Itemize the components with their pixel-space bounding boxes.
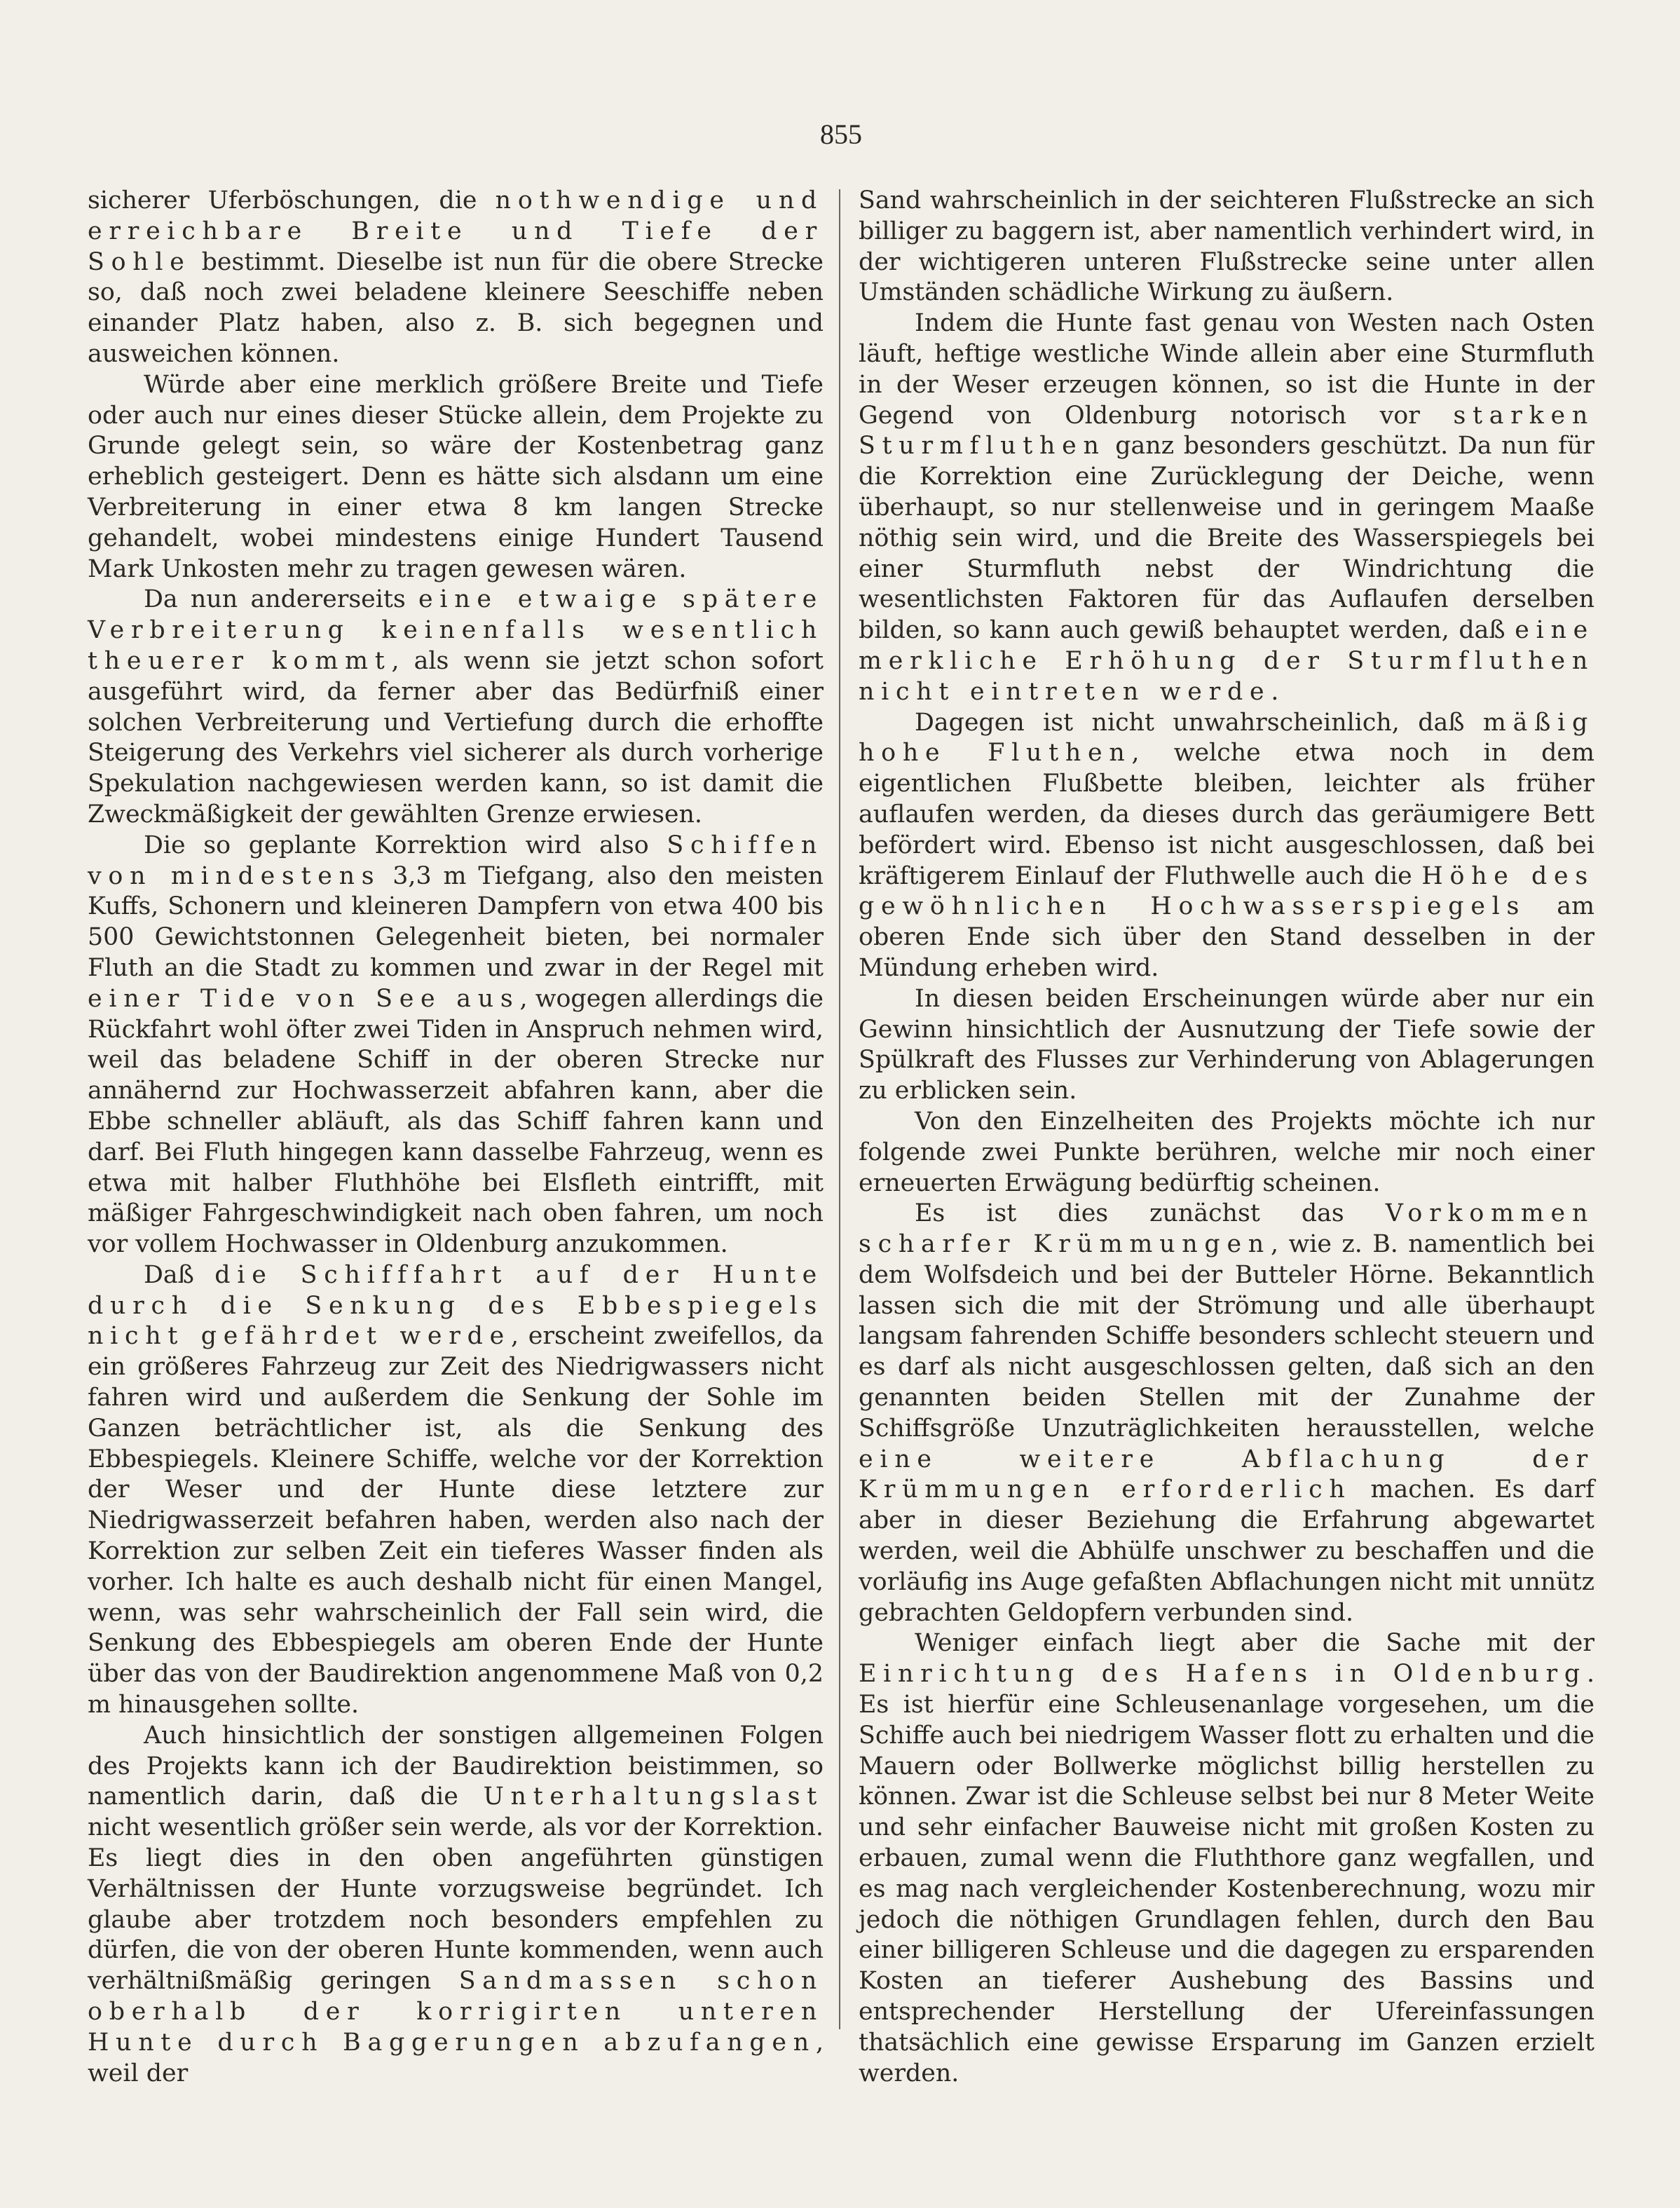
text-run: .: [1271, 677, 1279, 706]
paragraph: [859, 308, 1594, 707]
left-column: [88, 186, 824, 2089]
paragraph: [859, 1107, 1594, 1199]
text-run: , als wenn sie jetzt schon sofort ausgeführt wird, da ferner aber das Bedürfniß einer solchen Verbreiterung und Vertiefung durch die erhoffte Steigerung des Verkehrs viel sicherer als durch vorherige Spekulation nachgewiesen werden kann, so ist damit die Zweckmäßigkeit der gewählten Grenze erwiesen.: [88, 646, 824, 829]
text-run: ganz besonders geschützt. Da nun für die Korrektion eine Zurücklegung der Deiche, wenn überhaupt, so nur stellenweise und in geringem Maaße nöthig sein wird, und die Breite des Wasserspiegels bei einer Sturmfluth nebst der Windrichtung die wesentlichsten Faktoren für das Auflaufen derselben bilden, so kann auch gewiß behauptet werden, daß: [859, 432, 1594, 645]
text-run: Von den Einzelheiten des Projekts möchte ich nur folgende zwei Punkte berühren, welche mir noch einer erneuerten Erwägung bedürftig scheinen.: [859, 1107, 1594, 1197]
text-run: am oberen Ende sich über den Stand desselben in der Mündung erheben wird.: [859, 892, 1594, 982]
column-divider: [839, 189, 840, 2029]
text-run: , wie z. B. namentlich bei dem Wolfsdeich und bei der Butteler Hörne. Bekanntlich lassen sich die mit der Strömung und alle überhaupt langsam fahrenden Schiffe besonders schlecht steuern und es darf als nicht ausgeschlossen gelten, daß sich an den genannten beiden Stellen mit der Zunahme der Schiffsgröße Unzuträglichkeiten herausstellen, welche: [859, 1230, 1594, 1443]
right-column: [859, 186, 1594, 2089]
text-run: , erscheint zweifellos, da ein größeres Fahrzeug zur Zeit des Niedrigwassers nicht fahren wird und außerdem die Senkung der Sohle im Ganzen beträchtlicher ist, als die Senkung des Ebbespiegels. Kleinere Schiffe, welche vor der Korrektion der Weser und der Hunte diese letztere zur Niedrigwasserzeit befahren haben, werden also nach der Korrektion zur selben Zeit ein tieferes Wasser finden als vorher. Ich halte es auch deshalb nicht für einen Mangel, wenn, was sehr wahrscheinlich der Fall sein wird, die Senkung des Ebbespiegels am oberen Ende der Hunte über das von der Baudirektion angenommene Maß von 0,2 m hinausgehen sollte.: [88, 1322, 824, 1719]
text-run: Weniger einfach liegt aber die Sache mit der: [915, 1629, 1594, 1658]
text-run: Indem die Hunte fast genau von Westen nach Osten läuft, heftige westliche Winde allein aber eine Sturmfluth in der Weser erzeugen können, so ist die Hunte in der Gegend von Oldenburg notorisch vor: [859, 309, 1594, 430]
paragraph: [859, 1199, 1594, 1628]
paragraph: [88, 1721, 824, 2090]
paragraph: [88, 1260, 824, 1721]
emphasized-text: Höhe des gewöhnlichen Hochwasserspiegels: [859, 861, 1594, 921]
emphasized-text: eine weitere Abflachung der Krümmungen erforderlich: [859, 1445, 1594, 1504]
paragraph: [88, 186, 824, 370]
text-run: nicht wesentlich größer sein werde, als vor der Korrektion. Es liegt dies in den oben angeführten günstigen Verhältnissen der Hunte vorzugsweise begründet. Ich glaube aber trotzdem noch besonders empfehlen zu dürfen, die von der oberen Hunte kommenden, wenn auch verhältnißmäßig geringen: [88, 1813, 824, 1996]
text-run: Da nun andererseits: [144, 585, 419, 614]
emphasized-text: mäßig hohe Fluthen: [859, 708, 1594, 768]
emphasized-text: nothwendige und erreichbare Breite und Tiefe der Sohle: [88, 186, 824, 276]
emphasized-text: einer Tide von See aus: [88, 984, 520, 1013]
paragraph: [88, 585, 824, 830]
emphasized-text: Sandmassen schon oberhalb der korrigirten unteren Hunte durch Baggerungen abzufangen: [88, 1967, 824, 2057]
paragraph: [88, 370, 824, 585]
emphasized-text: Schiffen von mindestens: [88, 831, 824, 890]
text-run: , welche etwa noch in dem eigentlichen Flußbette bleiben, leichter als früher auflaufen werden, da dieses durch das geräumigere Bett befördert wird. Ebenso ist nicht ausgeschlossen, daß bei kräftigerem Einlauf der Fluthwelle auch die: [859, 739, 1594, 890]
page-number: 855: [820, 118, 862, 150]
text-run: Dagegen ist nicht unwahrscheinlich, daß: [915, 708, 1483, 737]
text-run: 3,3 m Tiefgang, also den meisten Kuffs, Schonern und kleineren Dampfern von etwa 400 bis 500 Gewichtstonnen Gelegenheit bieten, bei normaler Fluth an die Stadt zu kommen und zwar in der Regel mit: [88, 861, 824, 982]
emphasized-text: Vorkommen scharfer Krümmungen: [859, 1199, 1594, 1259]
text-run: In diesen beiden Erscheinungen würde aber nur ein Gewinn hinsichtlich der Ausnutzung der Tiefe sowie der Spülkraft des Flusses zur Verhinderung von Ablagerungen zu erblicken sein.: [859, 984, 1594, 1105]
paragraph: [88, 831, 824, 1260]
text-run: sicherer Uferböschungen, die: [88, 186, 496, 214]
text-run: Daß: [144, 1260, 215, 1289]
emphasized-text: Unterhaltungslast: [483, 1783, 824, 1811]
emphasized-text: starken Sturmfluthen: [859, 401, 1594, 461]
text-run: bestimmt. Dieselbe ist nun für die obere Strecke so, daß noch zwei beladene kleinere Seeschiffe neben einander Platz haben, also z. B. sich begegnen und ausweichen können.: [88, 247, 824, 368]
text-run: Die so geplante Korrektion wird also: [144, 831, 667, 859]
paragraph: [859, 984, 1594, 1107]
paragraph: [859, 708, 1594, 984]
text-run: machen. Es darf aber in dieser Beziehung die Erfahrung abgewartet werden, weil die Abhülfe unschwer zu beschaffen und die vorläufig ins Auge gefaßten Abflachungen nicht mit unnütz gebrachten Geldopfern verbunden sind.: [859, 1476, 1594, 1627]
text-run: Würde aber eine merklich größere Breite und Tiefe oder auch nur eines dieser Stücke allein, dem Projekte zu Grunde gelegt sein, so wäre der Kostenbetrag ganz erheblich gesteigert. Denn es hätte sich alsdann um eine Verbreiterung in einer etwa 8 km langen Strecke gehandelt, wobei mindestens einige Hundert Tausend Mark Unkosten mehr zu tragen gewesen wären.: [88, 370, 824, 583]
text-run: , weil der: [88, 2028, 824, 2087]
paragraph: [859, 1628, 1594, 2089]
text-run: , wogegen allerdings die Rückfahrt wohl öfter zwei Tiden in Anspruch nehmen wird, weil das beladene Schiff in der oberen Strecke nur annähernd zur Hochwasserzeit abfahren kann, aber die Ebbe schneller abläuft, als das Schiff fahren kann und darf. Bei Fluth hingegen kann dasselbe Fahrzeug, wenn es etwa mit halber Fluthhöhe bei Elsfleth eintrifft, mit mäßiger Fahrgeschwindigkeit nach oben fahren, um noch vor vollem Hochwasser in Oldenburg anzukommen.: [88, 984, 824, 1259]
emphasized-text: eine etwaige spätere Verbreiterung keinenfalls wesentlich theuerer kommt: [88, 585, 824, 675]
text-run: Es ist dies zunächst das: [915, 1199, 1386, 1228]
emphasized-text: die Schifffahrt auf der Hunte durch die Senkung des Ebbespiegels nicht gefährdet werde: [88, 1260, 824, 1351]
emphasized-text: eine merkliche Erhöhung der Sturmfluthen nicht eintreten werde: [859, 616, 1594, 706]
paragraph: [859, 186, 1594, 308]
text-run: Auch hinsichtlich der sonstigen allgemeinen Folgen des Projekts kann ich der Baudirektion beistimmen, so namentlich darin, daß die: [88, 1721, 824, 1811]
text-run: Sand wahrscheinlich in der seichteren Flußstrecke an sich billiger zu baggern ist, aber namentlich verhindert wird, in der wichtigeren unteren Flußstrecke seine unter allen Umständen schädliche Wirkung zu äußern.: [859, 186, 1594, 307]
text-run: . Es ist hierfür eine Schleusenanlage vorgesehen, um die Schiffe auch bei niedrigem Wasser flott zu erhalten und die Mauern oder Bollwerke möglichst billig herstellen zu können. Zwar ist die Schleuse selbst bei nur 8 Meter Weite und sehr einfacher Bauweise nicht mit großen Kosten zu erbauen, zumal wenn die Fluththore ganz wegfallen, und es mag nach vergleichender Kostenberechnung, wozu mir jedoch die nöthigen Grundlagen fehlen, durch den Bau einer billigeren Schleuse und die dagegen zu ersparenden Kosten an tieferer Aushebung des Bassins und entsprechender Herstellung der Ufereinfassungen thatsächlich eine gewisse Ersparung im Ganzen erzielt werden.: [859, 1660, 1594, 2087]
emphasized-text: Einrichtung des Hafens in Oldenburg: [859, 1660, 1587, 1689]
